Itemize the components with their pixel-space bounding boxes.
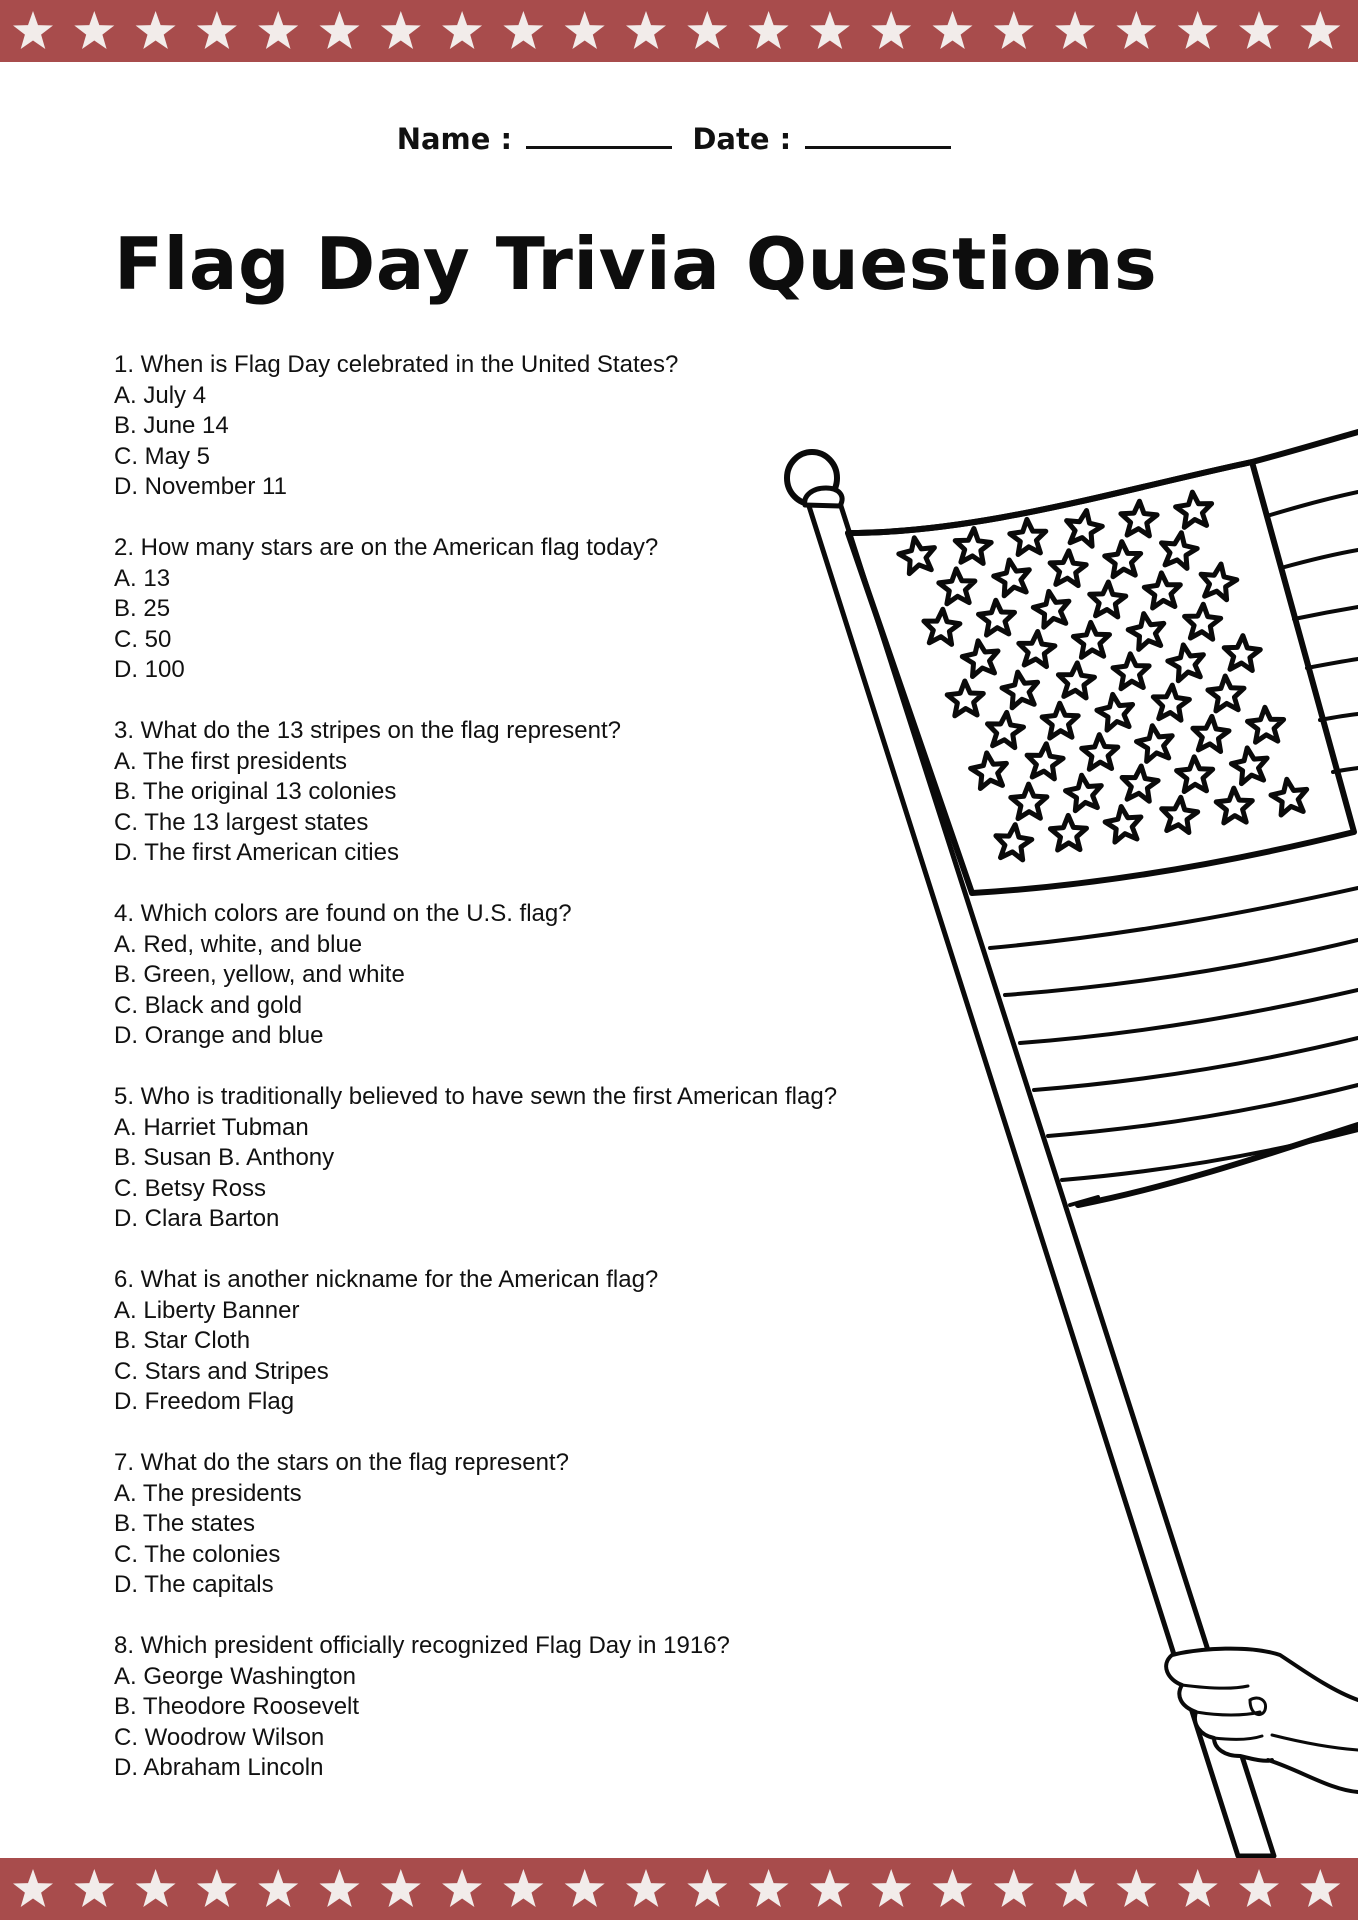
answer-option[interactable]: A. George Washington bbox=[114, 1662, 356, 1690]
top-star-row bbox=[0, 0, 1358, 62]
answer-option[interactable]: C. The 13 largest states bbox=[114, 808, 369, 836]
star-icon bbox=[749, 1869, 789, 1907]
answer-option[interactable]: A. 13 bbox=[114, 564, 171, 592]
star-icon bbox=[1178, 11, 1218, 49]
star-icon bbox=[810, 1869, 850, 1907]
flag-star bbox=[1122, 766, 1158, 801]
answer-option[interactable]: D. Clara Barton bbox=[114, 1205, 280, 1232]
flag-star bbox=[1177, 757, 1213, 792]
answer-option[interactable]: C. Black and gold bbox=[114, 991, 303, 1019]
bottom-star-row bbox=[0, 1858, 1358, 1920]
star-icon bbox=[565, 1869, 605, 1907]
answer-option[interactable]: C. May 5 bbox=[114, 442, 211, 470]
answer-option[interactable]: A. The first presidents bbox=[114, 747, 347, 775]
flag-star bbox=[1224, 636, 1260, 671]
star-icon bbox=[136, 11, 176, 49]
star-icon bbox=[1055, 1869, 1095, 1907]
star-icon bbox=[442, 11, 482, 49]
star-icon bbox=[320, 11, 360, 49]
flag-star bbox=[1248, 707, 1284, 742]
star-icon bbox=[74, 1869, 114, 1907]
star-icon bbox=[626, 1869, 666, 1907]
star-icon bbox=[626, 11, 666, 49]
flag-star bbox=[1105, 542, 1141, 577]
name-blank[interactable] bbox=[526, 122, 672, 149]
answer-option[interactable]: C. The colonies bbox=[114, 1540, 281, 1568]
star-icon bbox=[13, 11, 53, 49]
flag-star bbox=[1208, 676, 1244, 711]
star-icon bbox=[994, 1869, 1034, 1907]
answer-option[interactable]: B. 25 bbox=[114, 595, 171, 622]
question-text: 7. What do the stars on the flag represent? bbox=[114, 1449, 569, 1476]
flag-star bbox=[1144, 573, 1180, 608]
star-icon bbox=[1178, 1869, 1218, 1907]
flag-star bbox=[1011, 784, 1047, 819]
star-icon bbox=[1116, 1869, 1156, 1907]
flag-star bbox=[1042, 703, 1078, 738]
star-icon bbox=[503, 11, 543, 49]
question-text: 1. When is Flag Day celebrated in the United States? bbox=[114, 351, 679, 378]
answer-option[interactable]: D. The capitals bbox=[114, 1571, 274, 1598]
american-flag-icon bbox=[760, 420, 1358, 1860]
date-blank[interactable] bbox=[805, 122, 951, 149]
flag-stars bbox=[899, 492, 1307, 860]
answer-option[interactable]: B. Star Cloth bbox=[114, 1327, 251, 1354]
answer-option[interactable]: B. Green, yellow, and white bbox=[114, 961, 405, 988]
answer-option[interactable]: C. Woodrow Wilson bbox=[114, 1723, 325, 1751]
star-icon bbox=[320, 1869, 360, 1907]
flag-star bbox=[1185, 604, 1221, 639]
flag-star bbox=[1090, 582, 1126, 617]
flag-star bbox=[1201, 564, 1237, 600]
flag-star bbox=[939, 569, 975, 604]
star-icon bbox=[381, 11, 421, 49]
answer-option[interactable]: B. June 14 bbox=[114, 412, 229, 439]
flag-star bbox=[1176, 492, 1212, 527]
answer-option[interactable]: A. The presidents bbox=[114, 1479, 302, 1507]
star-icon bbox=[1239, 1869, 1279, 1907]
flag-star bbox=[924, 609, 960, 644]
star-icon bbox=[933, 1869, 973, 1907]
flag-star bbox=[1010, 519, 1046, 554]
flag-star bbox=[1082, 735, 1118, 770]
answer-option[interactable]: B. The original 13 colonies bbox=[114, 778, 397, 805]
star-icon bbox=[442, 1869, 482, 1907]
star-icon bbox=[197, 1869, 237, 1907]
flag-star bbox=[1193, 716, 1229, 751]
flag-star bbox=[1121, 501, 1157, 536]
flag-star bbox=[971, 753, 1007, 789]
answer-option[interactable]: D. Orange and blue bbox=[114, 1022, 324, 1049]
answer-option[interactable]: D. Freedom Flag bbox=[114, 1388, 295, 1415]
answer-option[interactable]: A. July 4 bbox=[114, 381, 207, 409]
flag-star bbox=[1097, 694, 1133, 730]
answer-option[interactable]: D. 100 bbox=[114, 656, 185, 683]
star-icon bbox=[687, 11, 727, 49]
star-icon bbox=[258, 1869, 298, 1907]
flag-star bbox=[988, 712, 1024, 747]
flag-star bbox=[1153, 685, 1189, 720]
answer-option[interactable]: C. 50 bbox=[114, 625, 172, 653]
star-icon bbox=[1116, 11, 1156, 49]
question-text: 3. What do the 13 stripes on the flag represent? bbox=[114, 717, 621, 744]
star-icon bbox=[1239, 11, 1279, 49]
star-icon bbox=[13, 1869, 53, 1907]
answer-option[interactable]: C. Betsy Ross bbox=[114, 1174, 267, 1202]
answer-option[interactable]: B. Theodore Roosevelt bbox=[114, 1693, 360, 1720]
flag-star bbox=[1027, 744, 1063, 779]
flag-star bbox=[1050, 551, 1086, 586]
star-icon bbox=[1055, 11, 1095, 49]
flag-star bbox=[1073, 622, 1109, 657]
date-label: Date : bbox=[692, 122, 792, 156]
answer-option[interactable]: C. Stars and Stripes bbox=[114, 1357, 329, 1385]
flag-star bbox=[1113, 654, 1149, 689]
star-icon bbox=[749, 11, 789, 49]
flag-star bbox=[1105, 807, 1141, 843]
flag-star bbox=[1067, 511, 1103, 547]
star-icon bbox=[933, 11, 973, 49]
top-star-border bbox=[0, 0, 1358, 62]
flag-star bbox=[1162, 533, 1198, 569]
answer-option[interactable]: A. Harriet Tubman bbox=[114, 1113, 309, 1141]
question-text: 4. Which colors are found on the U.S. flag? bbox=[114, 900, 572, 927]
star-icon bbox=[810, 11, 850, 49]
flag-star bbox=[1050, 815, 1086, 850]
star-icon bbox=[994, 11, 1034, 49]
question-text: 6. What is another nickname for the American flag? bbox=[114, 1266, 659, 1293]
flag-star bbox=[1271, 779, 1307, 815]
flag-star bbox=[994, 560, 1030, 596]
page-title: Flag Day Trivia Questions bbox=[114, 222, 1158, 306]
flag-star bbox=[1066, 775, 1102, 811]
question-text: 5. Who is traditionally believed to have sewn the first American flag? bbox=[114, 1083, 838, 1110]
flag-star bbox=[1033, 591, 1069, 627]
answer-option[interactable]: D. The first American cities bbox=[114, 839, 399, 866]
star-icon bbox=[503, 1869, 543, 1907]
flag-star bbox=[1137, 726, 1173, 762]
answer-option[interactable]: A. Red, white, and blue bbox=[114, 930, 363, 958]
question-text: 2. How many stars are on the American flag today? bbox=[114, 534, 659, 561]
flag-star bbox=[962, 641, 998, 677]
star-icon bbox=[197, 11, 237, 49]
star-icon bbox=[136, 1869, 176, 1907]
star-icon bbox=[871, 11, 911, 49]
star-icon bbox=[687, 1869, 727, 1907]
answer-option[interactable]: B. Susan B. Anthony bbox=[114, 1144, 335, 1171]
answer-option[interactable]: D. Abraham Lincoln bbox=[114, 1754, 324, 1781]
star-icon bbox=[74, 11, 114, 49]
flag-star bbox=[1058, 663, 1094, 698]
flag-star bbox=[899, 538, 935, 574]
answer-option[interactable]: B. The states bbox=[114, 1510, 255, 1537]
flag-star bbox=[955, 529, 991, 564]
flag-star bbox=[979, 600, 1015, 635]
star-icon bbox=[1300, 11, 1340, 49]
star-icon bbox=[565, 11, 605, 49]
flag-star bbox=[947, 681, 983, 716]
flag-star bbox=[996, 825, 1032, 860]
answer-option[interactable]: D. November 11 bbox=[114, 473, 287, 500]
star-icon bbox=[258, 11, 298, 49]
star-icon bbox=[871, 1869, 911, 1907]
star-icon bbox=[1300, 1869, 1340, 1907]
flag-star bbox=[1162, 797, 1198, 832]
flag-star bbox=[1216, 788, 1252, 823]
flag-star bbox=[1231, 748, 1267, 784]
question-text: 8. Which president officially recognized Flag Day in 1916? bbox=[114, 1632, 730, 1659]
flag-star bbox=[1168, 645, 1204, 681]
name-date-line bbox=[0, 122, 1358, 156]
flag-star bbox=[1128, 614, 1164, 650]
flag-star bbox=[1019, 632, 1055, 667]
bottom-star-border bbox=[0, 1858, 1358, 1920]
flag-star bbox=[1002, 672, 1038, 708]
answer-option[interactable]: A. Liberty Banner bbox=[114, 1296, 300, 1324]
star-icon bbox=[381, 1869, 421, 1907]
name-label: Name : bbox=[396, 122, 513, 156]
